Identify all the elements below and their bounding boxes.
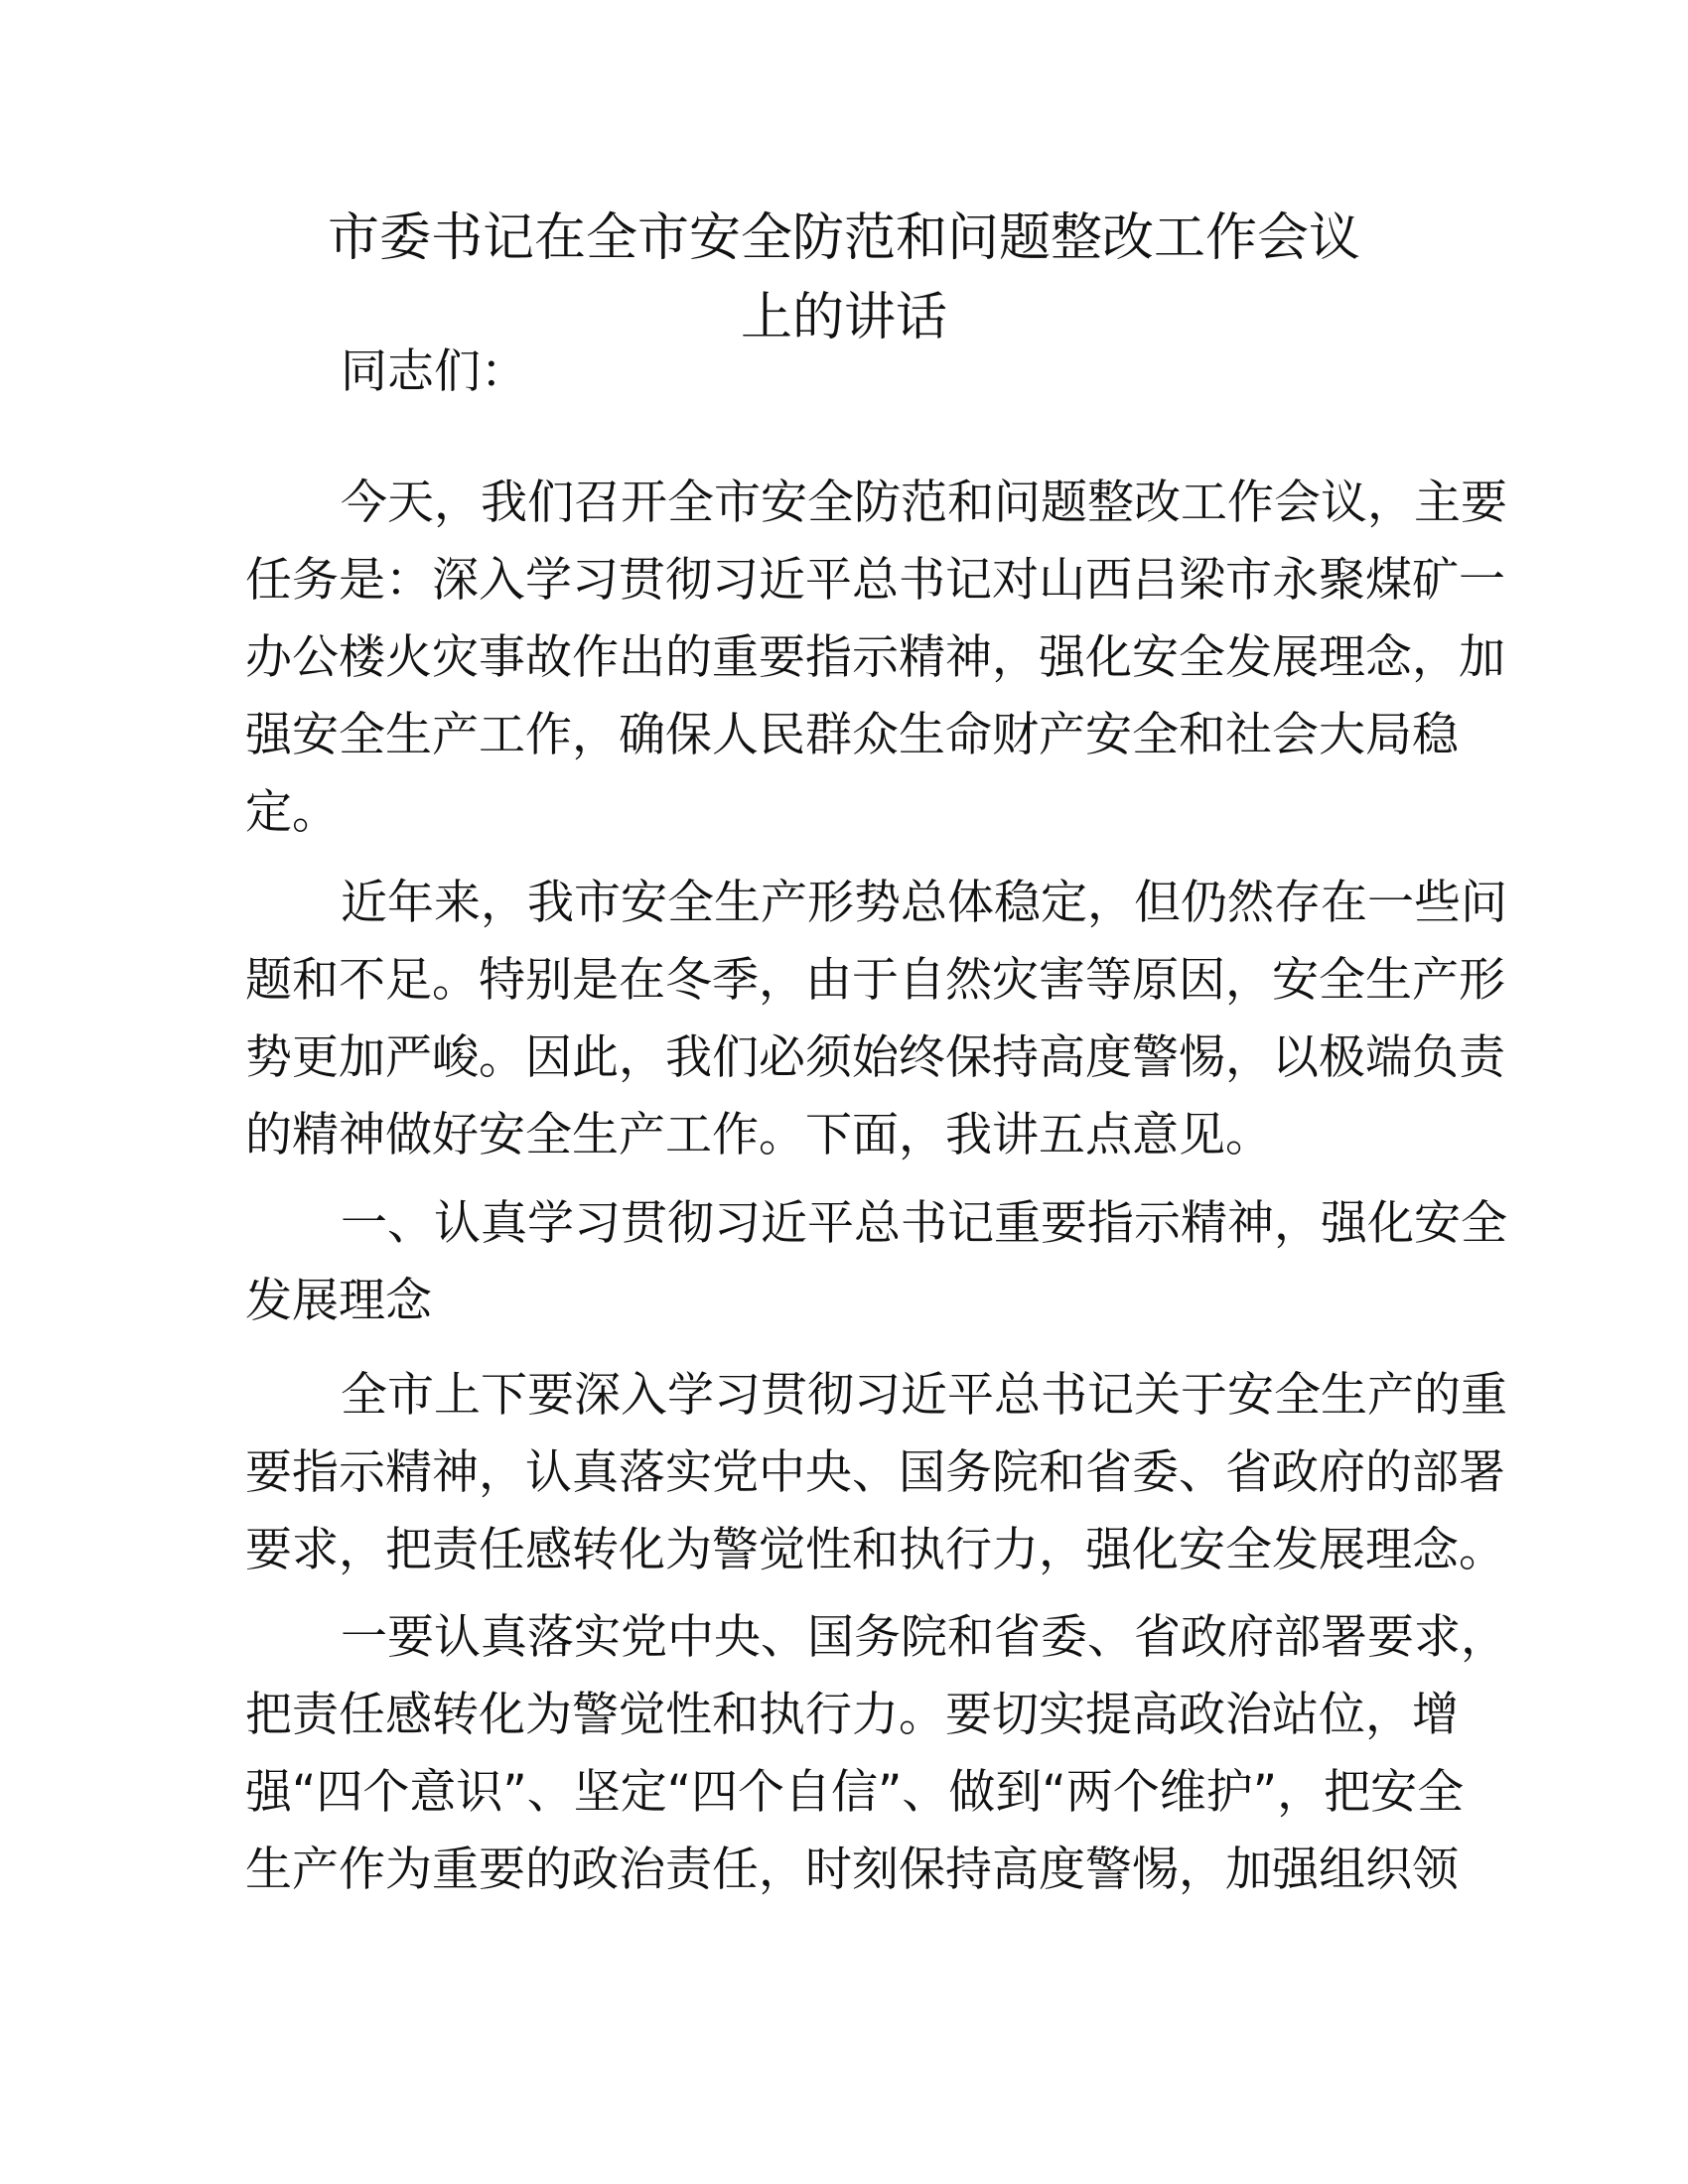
text-line: 办公楼火灾事故作出的重要指示精神，强化安全发展理念，加 — [245, 630, 1505, 685]
text-line: 任务是：深入学习贯彻习近平总书记对山西吕梁市永聚煤矿一 — [245, 553, 1505, 608]
text-line: 强安全生产工作，确保人民群众生命财产安全和社会大局稳 — [245, 708, 1459, 762]
text-line: 定。 — [245, 785, 339, 840]
text-line: 发展理念 — [245, 1274, 432, 1328]
paragraph-section-1 — [245, 1357, 1507, 1589]
text-line: 强“四个意识”、坚定“四个自信”、做到“两个维护”，把安全 — [245, 1765, 1465, 1820]
text-line: 生产作为重要的政治责任，时刻保持高度警惕，加强组织领 — [245, 1843, 1459, 1897]
paragraph-intro — [245, 465, 1507, 852]
text-line: 同志们： — [341, 344, 527, 399]
paragraph-point-1 — [245, 1599, 1507, 1909]
text-line: 近年来，我市安全生产形势总体稳定，但仍然存在一些问 — [341, 876, 1507, 930]
text-line: 要求，把责任感转化为警觉性和执行力，强化安全发展理念。 — [245, 1523, 1505, 1577]
title-line-2: 上的讲话 — [740, 288, 947, 347]
text-line: 的精神做好安全生产工作。下面，我讲五点意见。 — [245, 1108, 1272, 1162]
text-line: 今天，我们召开全市安全防范和问题整改工作会议，主要 — [341, 476, 1507, 530]
text-line: 题和不足。特别是在冬季，由于自然灾害等原因，安全生产形 — [245, 953, 1505, 1008]
paragraph-situation — [245, 865, 1507, 1174]
text-line: 把责任感转化为警觉性和执行力。要切实提高政治站位，增 — [245, 1688, 1459, 1742]
text-line: 势更加严峻。因此，我们必须始终保持高度警惕，以极端负责 — [245, 1030, 1505, 1085]
text-line: 一、认真学习贯彻习近平总书记重要指示精神，强化安全 — [341, 1196, 1507, 1251]
section-heading-1 — [245, 1185, 1507, 1340]
title-line-1: 市委书记在全市安全防范和问题整改工作会议 — [327, 208, 1360, 268]
text-line: 要指示精神，认真落实党中央、国务院和省委、省政府的部署 — [245, 1445, 1505, 1500]
text-line: 全市上下要深入学习贯彻习近平总书记关于安全生产的重 — [341, 1368, 1507, 1423]
text-line: 一要认真落实党中央、国务院和省委、省政府部署要求， — [341, 1610, 1507, 1665]
salutation — [245, 334, 1429, 411]
